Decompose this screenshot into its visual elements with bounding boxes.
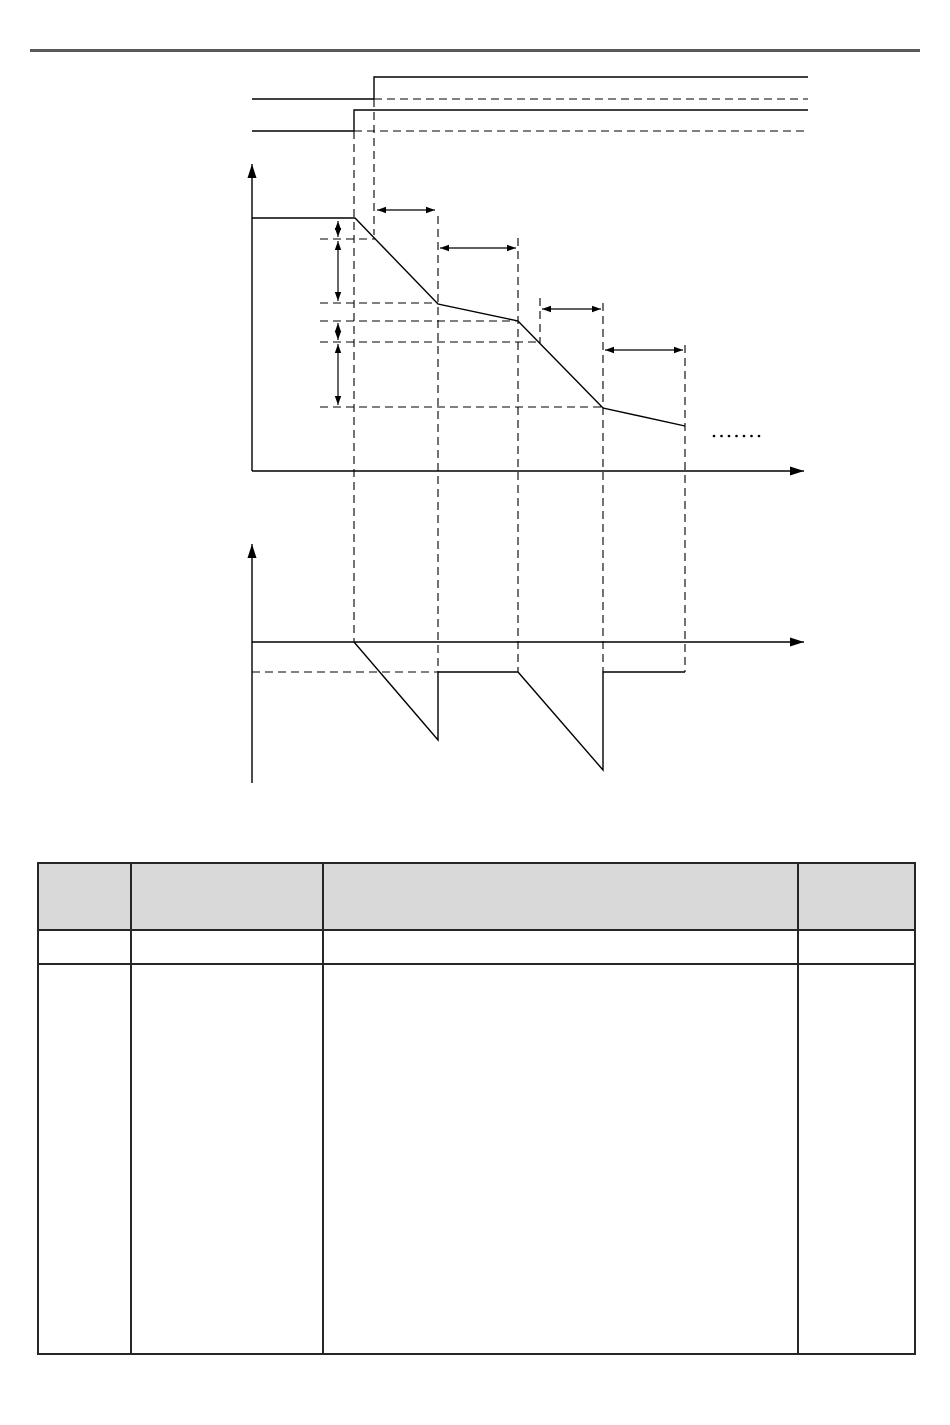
continuation-dots bbox=[750, 435, 753, 438]
table-header-cell bbox=[798, 863, 915, 930]
freq-step-arrow-4-arrowhead-start bbox=[335, 344, 341, 353]
continuation-dots bbox=[713, 435, 716, 438]
continuation-dots bbox=[728, 435, 731, 438]
lower-y-axis-arrowhead bbox=[248, 544, 257, 558]
table-cell bbox=[798, 964, 915, 1354]
table-header-row bbox=[38, 863, 915, 930]
time-span-arrow-3-arrowhead-start bbox=[542, 306, 551, 312]
table-header-cell bbox=[323, 863, 798, 930]
upper-y-axis-arrowhead bbox=[248, 164, 257, 178]
continuation-dots bbox=[720, 435, 723, 438]
time-span-arrow-2-arrowhead-end bbox=[507, 245, 516, 251]
frequency-deceleration-curve bbox=[252, 218, 685, 426]
time-span-arrow-4-arrowhead-end bbox=[674, 347, 683, 353]
table-cell bbox=[38, 964, 131, 1354]
upper-x-axis-arrowhead bbox=[790, 467, 804, 476]
freq-step-arrow-2-arrowhead-end bbox=[335, 292, 341, 301]
continuation-dots bbox=[743, 435, 746, 438]
freq-step-arrow-3-arrowhead-end bbox=[335, 331, 341, 340]
table-cell bbox=[131, 930, 323, 964]
time-span-arrow-1-arrowhead-start bbox=[377, 207, 386, 213]
lower-x-axis-arrowhead bbox=[790, 638, 804, 647]
table-header-cell bbox=[38, 863, 131, 930]
lower-sawtooth-waveform bbox=[354, 642, 685, 770]
table-cell bbox=[798, 930, 915, 964]
continuation-dots bbox=[735, 435, 738, 438]
table-cell bbox=[323, 964, 798, 1354]
table-row bbox=[38, 930, 915, 964]
parameter-table bbox=[37, 862, 916, 1355]
continuation-dots bbox=[758, 435, 761, 438]
table-row bbox=[38, 964, 915, 1354]
time-span-arrow-3-arrowhead-end bbox=[592, 306, 601, 312]
table-cell bbox=[323, 930, 798, 964]
time-span-arrow-1-arrowhead-end bbox=[426, 207, 435, 213]
freq-step-arrow-2-arrowhead-start bbox=[335, 241, 341, 250]
table-cell bbox=[131, 964, 323, 1354]
freq-step-arrow-1-arrowhead-start bbox=[335, 221, 341, 230]
signal1-step-trace bbox=[252, 77, 808, 99]
table-header-cell bbox=[131, 863, 323, 930]
time-span-arrow-4-arrowhead-start bbox=[605, 347, 614, 353]
table-cell bbox=[38, 930, 131, 964]
freq-step-arrow-3-arrowhead-start bbox=[335, 323, 341, 332]
freq-step-arrow-4-arrowhead-end bbox=[335, 396, 341, 405]
signal2-step-trace bbox=[252, 110, 808, 131]
time-span-arrow-2-arrowhead-start bbox=[440, 245, 449, 251]
